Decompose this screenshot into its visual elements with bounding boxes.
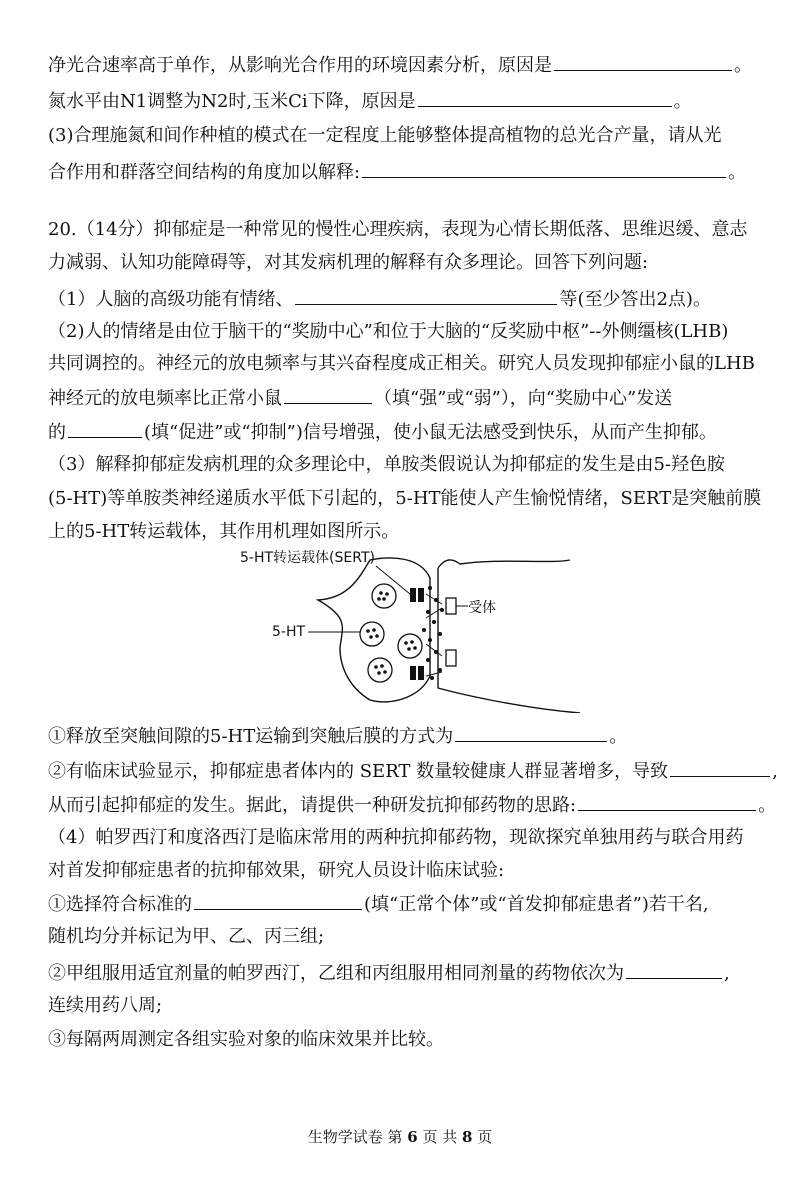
receptor-label: 受体 [468,600,496,616]
sert-pointer-line [376,566,410,594]
synaptic-vesicle [368,658,392,682]
receptor [446,650,456,666]
text-line: 从而引起抑郁症的发生。据此，请提供一种研发抗抑郁药物的思路: 。 [48,792,760,818]
answer-blank[interactable] [194,891,362,910]
text-line: ①选择符合标准的 (填“正常个体”或“首发抑郁症患者”)若干名, [48,891,760,917]
5ht-molecules [422,586,444,680]
answer-blank[interactable] [68,419,142,438]
text-line: 上的5-HT转运载体，其作用机理如图所示。 [48,521,400,542]
answer-blank[interactable] [670,758,770,777]
text-line: ①释放至突触间隙的5-HT运输到突触后膜的方式为 。 [48,723,760,749]
answer-blank[interactable] [284,385,372,404]
postsynaptic-membrane [438,560,580,713]
answer-blank[interactable] [626,960,722,979]
text-line: 共同调控的。神经元的放电频率与其兴奋程度成正相关。研究人员发现抑郁症小鼠的LHB [48,353,755,374]
synaptic-vesicle [372,584,396,608]
sert-label: 5-HT转运载体(SERT) [240,550,375,566]
page-footer: 生物学试卷 第 6 页 共 8 页 [307,1128,493,1146]
5ht-label: 5-HT [272,624,306,640]
synaptic-vesicle [360,622,384,646]
text-line: ②甲组服用适宜剂量的帕罗西汀，乙组和丙组服用相同剂量的药物依次为 , [48,960,760,986]
text-line: 合作用和群落空间结构的角度加以解释: 。 [48,159,760,185]
answer-blank[interactable] [455,723,607,742]
text-line: 神经元的放电频率比正常小鼠 （填“强”或“弱”），向“奖励中心”发送 [48,385,760,411]
text-line: (5-HT)等单胺类神经递质水平低下引起的，5-HT能使人产生愉悦情绪，SERT是突触前膜 [48,488,762,509]
text-line: ③每隔两周测定各组实验对象的临床效果并比较。 [48,1029,444,1050]
text-line: （3）解释抑郁症发病机理的众多理论中，单胺类假说认为抑郁症的发生是由5-羟色胺 [48,454,725,475]
question-20-title: 20.（14分）抑郁症是一种常见的慢性心理疾病，表现为心情长期低落、思维迟缓、意志 [48,219,748,240]
text-line: 力减弱、认知功能障碍等，对其发病机理的解释有众多理论。回答下列问题: [48,252,649,273]
answer-blank[interactable] [578,792,756,811]
text-line: 连续用药八周; [48,995,163,1016]
text-line: ②有临床试验显示，抑郁症患者体内的 SERT 数量较健康人群显著增多，导致 , [48,758,760,784]
text-line: 随机均分并标记为甲、乙、丙三组; [48,926,325,947]
sert-transporter [410,666,416,680]
page-number: 6 [407,1128,418,1146]
text-line: 氮水平由N1调整为N2时,玉米Ci下降，原因是 。 [48,88,760,114]
answer-blank[interactable] [554,52,732,71]
answer-blank[interactable] [295,286,557,305]
answer-blank[interactable] [418,88,672,107]
text-line: 净光合速率高于单作，从影响光合作用的环境因素分析，原因是 。 [48,52,760,78]
synaptic-vesicle [398,634,422,658]
text-line: （2)人的情绪是由位于脑干的“奖励中心”和位于大脑的“反奖励中枢”--外侧缰核(LHB) [48,321,729,342]
answer-blank[interactable] [362,159,726,178]
text-line: 的 (填“促进”或“抑制”)信号增强，使小鼠无法感受到快乐，从而产生抑郁。 [48,419,760,445]
synapse-diagram [230,548,590,713]
text-line: (3)合理施氮和间作种植的模式在一定程度上能够整体提高植物的总光合产量，请从光 [48,125,722,146]
text-line: （1）人脑的高级功能有情绪、 等(至少答出2点)。 [48,286,760,312]
text-line: （4）帕罗西汀和度洛西汀是临床常用的两种抗抑郁药物，现欲探究单独用药与联合用药 [48,827,744,848]
text-line: 对首发抑郁症患者的抗抑郁效果，研究人员设计临床试验: [48,860,505,881]
total-pages: 8 [462,1128,473,1146]
sert-transporter [410,588,416,602]
receptor [446,598,456,614]
